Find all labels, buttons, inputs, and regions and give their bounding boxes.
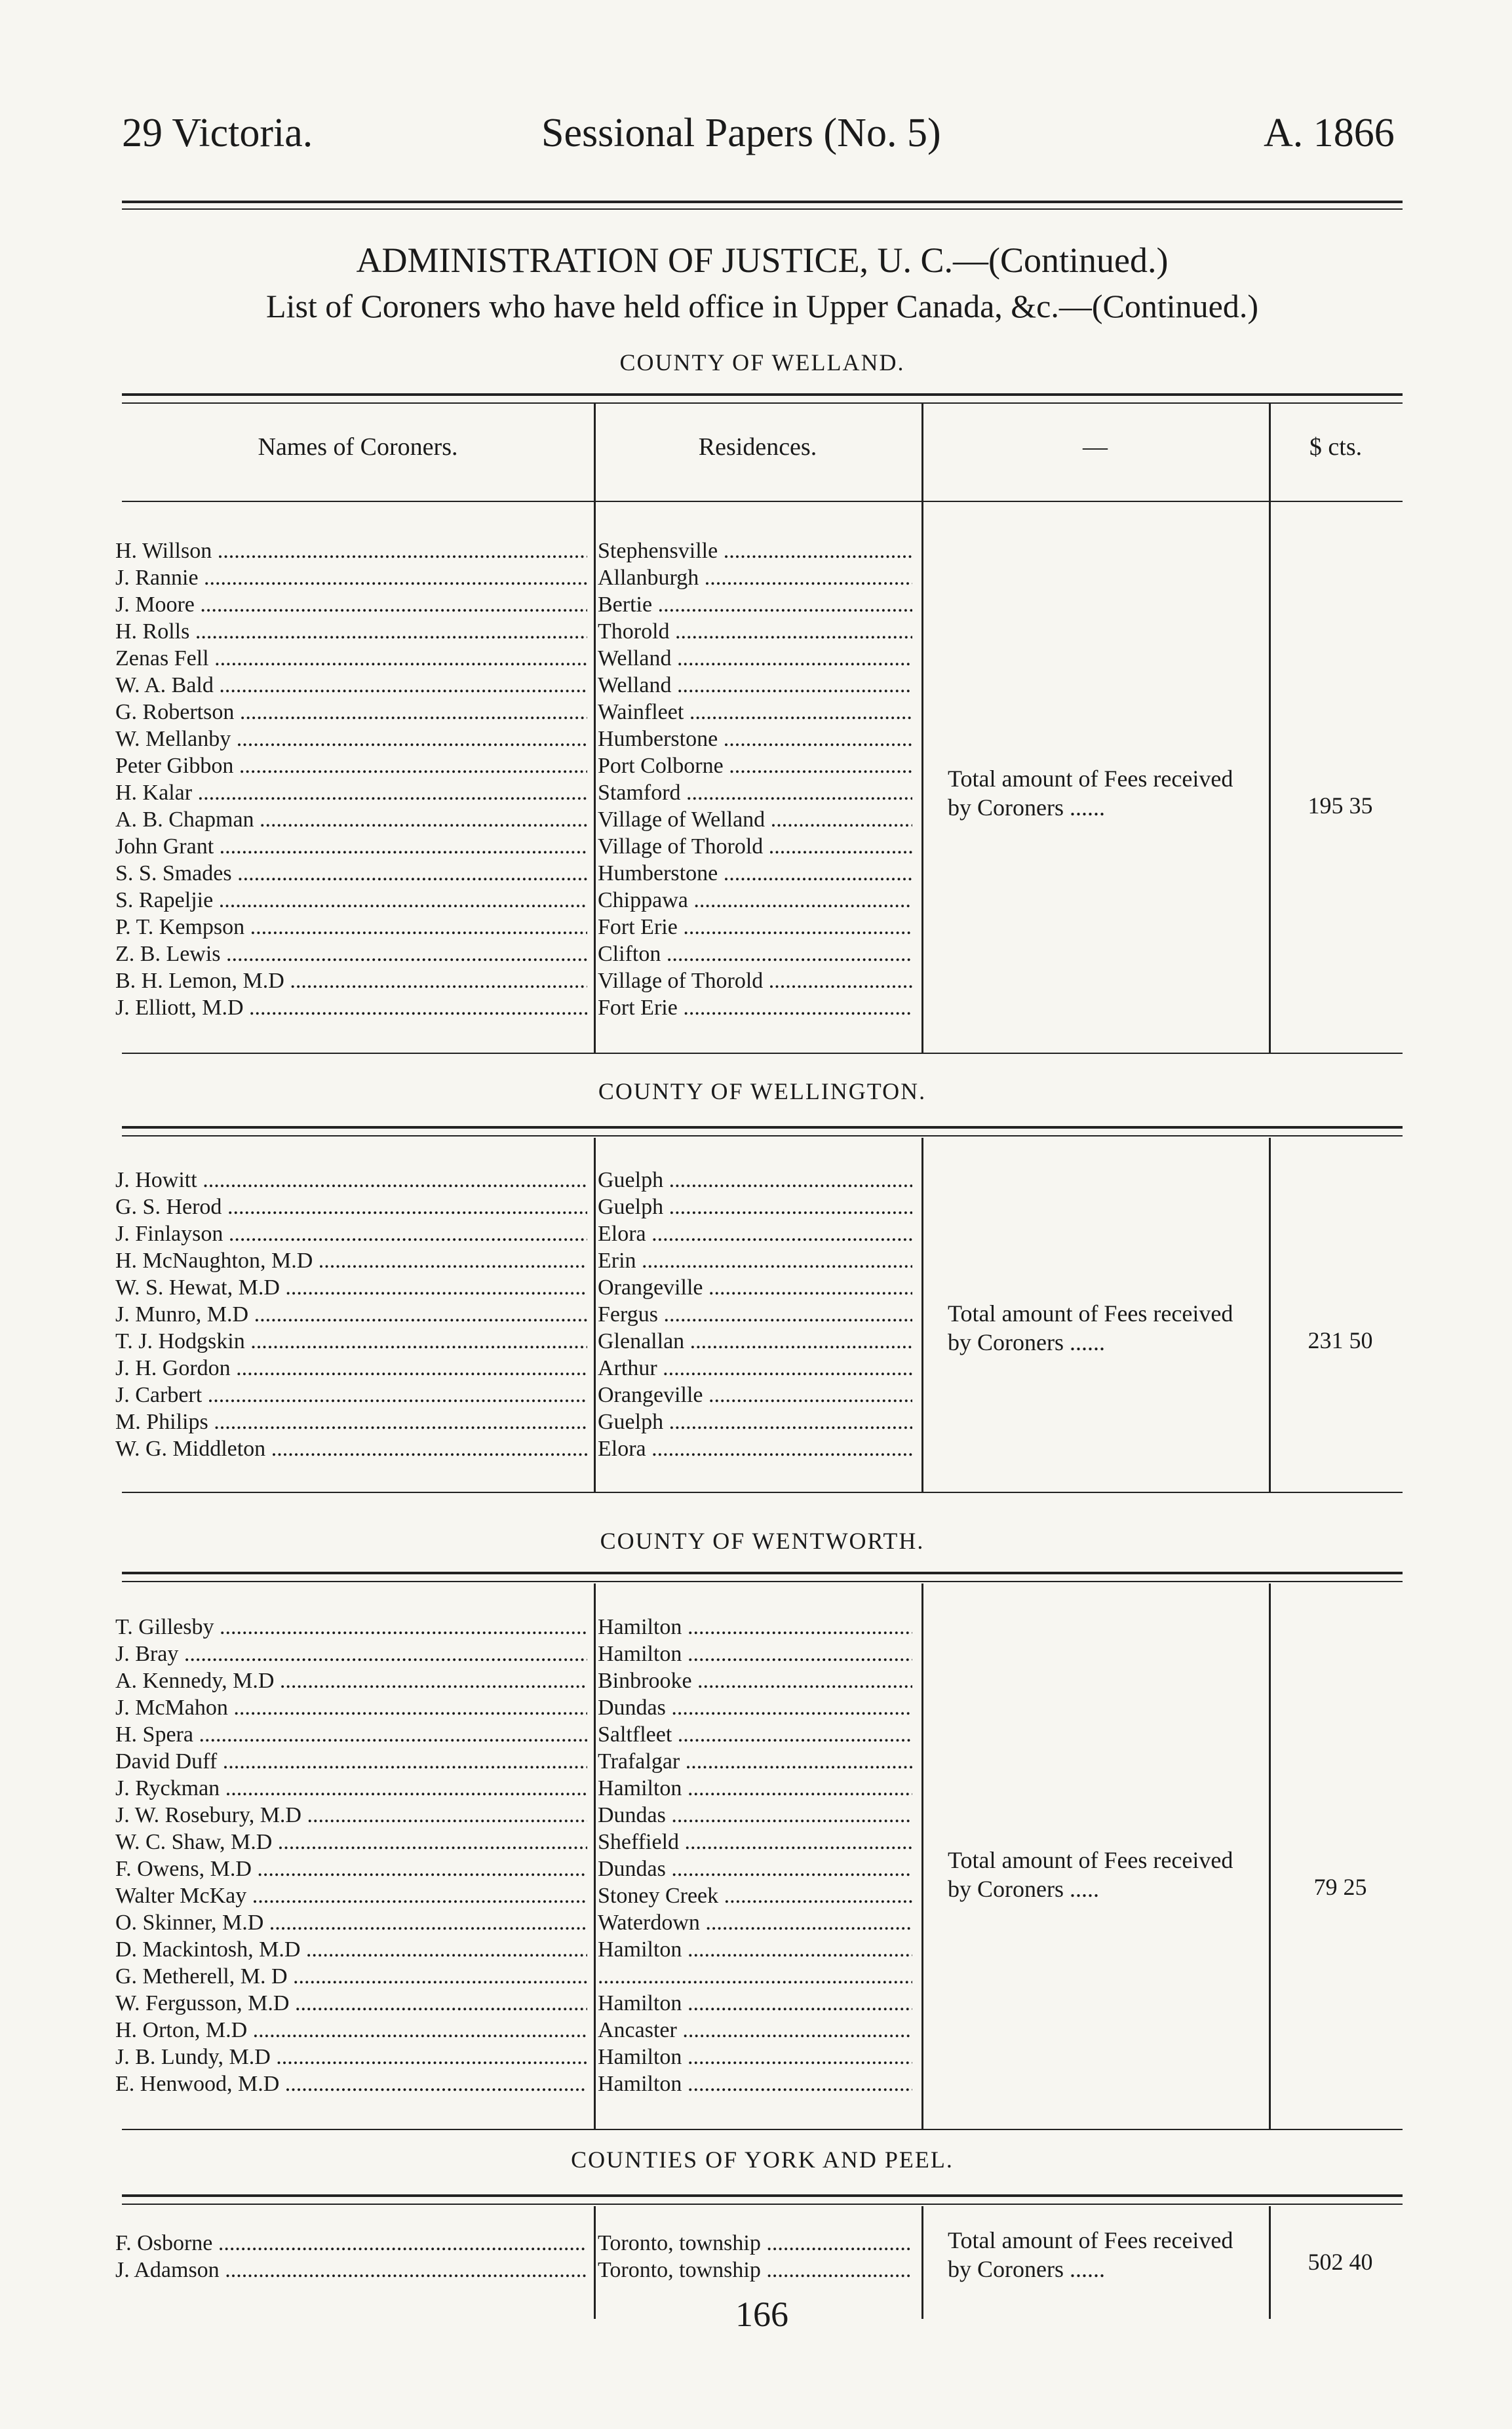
coroner-name-text: J. H. Gordon .....	[115, 1356, 587, 1380]
coroner-residence	[598, 1328, 912, 1355]
coroner-residence	[598, 1694, 912, 1721]
coroner-name-text: J. Ryckman .....	[115, 1776, 587, 1800]
county-label: COUNTY OF WELLAND.	[619, 349, 905, 376]
coroner-name-text: W. A. Bald .....	[115, 673, 587, 697]
coroner-name	[115, 672, 587, 699]
coroner-residence	[598, 1856, 912, 1882]
coroner-name-text: J. Bray .....	[115, 1642, 587, 1666]
coroner-name	[115, 1355, 587, 1382]
coroner-residence-text: Sheffield .....	[598, 1830, 912, 1854]
coroner-residence-text: Village of Thorold .....	[598, 834, 912, 859]
col-header-blank: —	[1083, 433, 1108, 461]
coroner-name	[115, 591, 587, 618]
coroner-residence-text: Fort Erie .....	[598, 996, 912, 1020]
coroner-name-text: F. Osborne .....	[115, 2231, 587, 2255]
coroner-name	[115, 2070, 587, 2097]
coroner-residence	[598, 967, 912, 994]
coroner-name	[115, 1301, 587, 1328]
coroner-name-text: D. Mackintosh, M.D .....	[115, 1937, 587, 1962]
coroner-residence	[598, 941, 912, 967]
header-left: 29 Victoria.	[122, 111, 313, 155]
coroner-name-text: H. Spera .....	[115, 1722, 587, 1747]
coroner-name	[115, 1247, 587, 1274]
coroner-name-text: J. Carbert .....	[115, 1383, 587, 1407]
coroner-residence	[598, 860, 912, 887]
coroner-residence-text: Hamilton .....	[598, 1937, 912, 1962]
coroner-name-text: W. Mellanby .....	[115, 727, 587, 751]
coroner-residence-text: Fort Erie .....	[598, 915, 912, 939]
coroner-residence	[598, 1802, 912, 1829]
coroner-name	[115, 2017, 587, 2044]
coroner-name	[115, 1641, 587, 1667]
coroner-name-text: O. Skinner, M.D .....	[115, 1911, 587, 1935]
coroner-name-text: G. Metherell, M. D .....	[115, 1964, 587, 1989]
coroner-residence-text: Guelph .....	[598, 1168, 912, 1192]
coroner-residence-text: Port Colborne .....	[598, 754, 912, 778]
coroner-name-text: A. B. Chapman .....	[115, 807, 587, 832]
coroner-residence-text: Ancaster .....	[598, 2018, 912, 2042]
coroner-residence	[598, 2230, 912, 2257]
coroner-residence-text: Hamilton .....	[598, 1776, 912, 1800]
coroner-name	[115, 1990, 587, 2017]
coroner-residence-text: Guelph .....	[598, 1410, 912, 1434]
coroner-residence	[598, 1274, 912, 1301]
fees-note: Total amount of Fees received by Coroners ......	[948, 766, 1233, 821]
table-top-rule	[122, 393, 1403, 396]
header-rule-2	[122, 208, 1403, 210]
fees-note: Total amount of Fees received by Coroners .....	[948, 1847, 1233, 1902]
coroner-residence	[598, 833, 912, 860]
coroner-residence-text: Toronto, township .....	[598, 2231, 912, 2255]
coroner-name-text: F. Owens, M.D .....	[115, 1857, 587, 1881]
residences-column	[598, 1614, 912, 2097]
coroner-residence	[598, 1382, 912, 1409]
coroner-name	[115, 1167, 587, 1194]
coroner-name-text: H. Willson .....	[115, 539, 587, 563]
coroner-residence-text: Guelph .....	[598, 1195, 912, 1219]
coroner-name	[115, 726, 587, 752]
col-divider	[1269, 2206, 1271, 2319]
table-top-rule-2	[122, 402, 1403, 404]
coroner-residence-text: Orangeville .....	[598, 1275, 912, 1300]
coroner-residence	[598, 2257, 912, 2283]
coroner-name-text: M. Philips .....	[115, 1410, 587, 1434]
coroner-name-text: J. W. Rosebury, M.D .....	[115, 1803, 587, 1827]
coroner-residence	[598, 1435, 912, 1462]
coroner-name-text: B. H. Lemon, M.D .....	[115, 969, 587, 993]
coroner-name-text: David Duff .....	[115, 1749, 587, 1774]
coroner-residence-text: Saltfleet .....	[598, 1722, 912, 1747]
residences-column	[598, 2230, 912, 2283]
coroner-name	[115, 2044, 587, 2070]
coroner-name-text: H. Orton, M.D .....	[115, 2018, 587, 2042]
coroner-name	[115, 914, 587, 941]
coroner-residence-text: Stoney Creek .....	[598, 1884, 912, 1908]
coroner-name-text: J. Elliott, M.D .....	[115, 996, 587, 1020]
coroner-residence	[598, 1194, 912, 1220]
coroner-name-text: W. Fergusson, M.D .....	[115, 1991, 587, 2015]
coroner-name-text: J. McMahon .....	[115, 1696, 587, 1720]
coroner-residence-text: Bertie .....	[598, 593, 912, 617]
coroner-name	[115, 618, 587, 645]
coroner-residence	[598, 752, 912, 779]
names-column	[115, 1167, 587, 1462]
coroner-name-text: W. S. Hewat, M.D .....	[115, 1275, 587, 1300]
coroner-name-text: W. C. Shaw, M.D .....	[115, 1830, 587, 1854]
coroner-name	[115, 1856, 587, 1882]
coroner-name	[115, 1775, 587, 1802]
coroner-residence	[598, 994, 912, 1021]
coroner-name-text: E. Henwood, M.D .....	[115, 2072, 587, 2096]
fees-note: Total amount of Fees received by Coroners ......	[948, 2227, 1233, 2282]
coroner-residence	[598, 1909, 912, 1936]
coroner-residence	[598, 1667, 912, 1694]
coroner-name	[115, 1748, 587, 1775]
coroner-name	[115, 1382, 587, 1409]
coroner-residence-text: Village of Thorold .....	[598, 969, 912, 993]
coroner-name-text: P. T. Kempson .....	[115, 915, 587, 939]
col-divider	[1269, 404, 1271, 1053]
coroner-residence	[598, 1936, 912, 1963]
coroner-name-text: J. B. Lundy, M.D .....	[115, 2045, 587, 2069]
coroner-name-text: J. Moore .....	[115, 593, 587, 617]
section-rule	[122, 1053, 1403, 1054]
coroner-name	[115, 699, 587, 726]
coroner-residence	[598, 564, 912, 591]
coroner-name	[115, 1409, 587, 1435]
fees-amount: 502 40	[1308, 2249, 1373, 2275]
coroner-residence-text: Village of Welland .....	[598, 807, 912, 832]
coroner-residence	[598, 672, 912, 699]
coroner-residence-text: Allanburgh .....	[598, 566, 912, 590]
coroner-residence	[598, 1748, 912, 1775]
coroner-residence-text: Thorold .....	[598, 619, 912, 644]
coroner-name-text: S. S. Smades .....	[115, 861, 587, 885]
coroner-name-text: J. Howitt .....	[115, 1168, 587, 1192]
coroner-residence-text: Welland .....	[598, 646, 912, 670]
coroner-residence-text: Humberstone .....	[598, 727, 912, 751]
coroner-name-text: A. Kennedy, M.D .....	[115, 1669, 587, 1693]
names-column	[115, 2230, 587, 2283]
coroner-name	[115, 1909, 587, 1936]
coroner-name-text: G. S. Herod .....	[115, 1195, 587, 1219]
coroner-name-text: Peter Gibbon .....	[115, 754, 587, 778]
coroner-residence	[598, 914, 912, 941]
coroner-name	[115, 752, 587, 779]
coroner-name	[115, 645, 587, 672]
page-number: 166	[735, 2295, 788, 2334]
coroner-residence-text: Toronto, township .....	[598, 2258, 912, 2282]
col-divider	[921, 1584, 923, 2129]
coroner-residence-text: Glenallan .....	[598, 1329, 912, 1353]
coroner-name	[115, 1829, 587, 1856]
coroner-name	[115, 1274, 587, 1301]
coroner-name	[115, 994, 587, 1021]
coroner-residence	[598, 1355, 912, 1382]
coroner-residence	[598, 1167, 912, 1194]
col-header-money: $ cts.	[1309, 433, 1363, 461]
coroner-residence-text: Stephensville .....	[598, 539, 912, 563]
coroner-residence	[598, 537, 912, 564]
coroner-name	[115, 1802, 587, 1829]
coroner-residence-text: Binbrooke .....	[598, 1669, 912, 1693]
coroner-residence	[598, 779, 912, 806]
coroner-name-text: Z. B. Lewis .....	[115, 942, 587, 966]
coroner-residence-text: Stamford .....	[598, 781, 912, 805]
coroner-residence-text: Chippawa .....	[598, 888, 912, 912]
coroner-name	[115, 967, 587, 994]
page-subtitle: List of Coroners who have held office in Upper Canada, &c.—(Continued.)	[266, 288, 1258, 324]
coroner-name	[115, 2230, 587, 2257]
coroner-residence-text: Hamilton .....	[598, 1642, 912, 1666]
coroner-name-text: John Grant .....	[115, 834, 587, 859]
coroner-residence	[598, 806, 912, 833]
coroner-name	[115, 1435, 587, 1462]
coroner-name-text: S. Rapeljie .....	[115, 888, 587, 912]
col-divider	[1269, 1584, 1271, 2129]
header-bottom-rule	[122, 501, 1403, 502]
col-divider	[921, 1138, 923, 1492]
coroner-residence	[598, 1829, 912, 1856]
coroner-residence	[598, 591, 912, 618]
coroner-residence-text: Clifton .....	[598, 942, 912, 966]
coroner-residence	[598, 645, 912, 672]
coroner-name-text: Zenas Fell .....	[115, 646, 587, 670]
col-divider	[594, 2206, 596, 2319]
section-top-rule-2	[122, 1581, 1403, 1582]
coroner-residence	[598, 1247, 912, 1274]
page-title: ADMINISTRATION OF JUSTICE, U. C.—(Continued.)	[356, 241, 1169, 280]
coroner-residence	[598, 2070, 912, 2097]
section-top-rule	[122, 1572, 1403, 1574]
col-divider	[594, 1138, 596, 1492]
coroner-name-text: T. J. Hodgskin .....	[115, 1329, 587, 1353]
residences-column	[598, 537, 912, 1021]
coroner-residence	[598, 1301, 912, 1328]
coroner-residence-text: Arthur .....	[598, 1356, 912, 1380]
coroner-name	[115, 1694, 587, 1721]
col-divider	[1269, 1138, 1271, 1492]
coroner-name	[115, 887, 587, 914]
coroner-residence-text: Wainfleet .....	[598, 700, 912, 724]
coroner-name	[115, 564, 587, 591]
coroner-name-text: H. Kalar .....	[115, 781, 587, 805]
coroner-residence	[598, 1990, 912, 2017]
coroner-name	[115, 941, 587, 967]
names-column	[115, 537, 587, 1021]
coroner-residence-text: Hamilton .....	[598, 1991, 912, 2015]
coroner-residence	[598, 1882, 912, 1909]
coroner-residence	[598, 726, 912, 752]
coroner-residence	[598, 887, 912, 914]
coroner-residence-text: Fergus .....	[598, 1302, 912, 1327]
coroner-residence	[598, 1614, 912, 1641]
coroner-residence-text: Welland .....	[598, 673, 912, 697]
header-center: Sessional Papers (No. 5)	[541, 111, 941, 155]
coroner-name	[115, 1936, 587, 1963]
coroner-name-text: G. Robertson .....	[115, 700, 587, 724]
coroner-name-text: J. Munro, M.D .....	[115, 1302, 587, 1327]
coroner-residence	[598, 2017, 912, 2044]
coroner-name	[115, 1328, 587, 1355]
col-divider	[921, 404, 923, 1053]
coroner-name	[115, 1882, 587, 1909]
coroner-name	[115, 1194, 587, 1220]
coroner-name	[115, 833, 587, 860]
coroner-residence	[598, 1963, 912, 1990]
coroner-residence-text: Dundas .....	[598, 1696, 912, 1720]
section-top-rule	[122, 1126, 1403, 1129]
coroner-residence-text: Dundas .....	[598, 1857, 912, 1881]
coroner-residence-text: Hamilton .....	[598, 2072, 912, 2096]
county-label: COUNTIES OF YORK AND PEEL.	[571, 2147, 954, 2173]
fees-amount: 195 35	[1308, 792, 1373, 819]
coroner-name	[115, 806, 587, 833]
coroner-name-text: J. Rannie .....	[115, 566, 587, 590]
coroner-residence-text: Elora .....	[598, 1437, 912, 1461]
coroner-name-text: T. Gillesby .....	[115, 1615, 587, 1639]
coroner-residence	[598, 2044, 912, 2070]
county-label: COUNTY OF WELLINGTON.	[598, 1078, 927, 1104]
coroner-residence	[598, 618, 912, 645]
coroner-residence-text: Erin .....	[598, 1249, 912, 1273]
coroner-residence-text: Dundas .....	[598, 1803, 912, 1827]
coroner-name-text: H. McNaughton, M.D .....	[115, 1249, 587, 1273]
coroner-name	[115, 779, 587, 806]
col-divider	[594, 404, 596, 1053]
col-divider	[921, 2206, 923, 2319]
coroner-name	[115, 1667, 587, 1694]
coroner-residence-text: Hamilton .....	[598, 2045, 912, 2069]
coroner-residence	[598, 699, 912, 726]
fees-amount: 79 25	[1313, 1874, 1367, 1900]
coroner-residence-text: Orangeville .....	[598, 1383, 912, 1407]
coroner-name-text: H. Rolls .....	[115, 619, 587, 644]
coroner-residence	[598, 1641, 912, 1667]
coroner-residence-text: Humberstone .....	[598, 861, 912, 885]
coroner-name	[115, 1963, 587, 1990]
coroner-residence	[598, 1409, 912, 1435]
coroner-name-text: J. Adamson .....	[115, 2258, 587, 2282]
coroner-name-text: J. Finlayson .....	[115, 1222, 587, 1246]
fees-amount: 231 50	[1308, 1327, 1373, 1353]
coroner-residence	[598, 1721, 912, 1748]
section-rule	[122, 2129, 1403, 2130]
coroner-residence-text: Elora .....	[598, 1222, 912, 1246]
coroner-name	[115, 537, 587, 564]
coroner-name	[115, 2257, 587, 2283]
col-header-names: Names of Coroners.	[258, 433, 458, 461]
coroner-residence	[598, 1220, 912, 1247]
coroner-residence-text: Trafalgar .....	[598, 1749, 912, 1774]
coroner-residence	[598, 1775, 912, 1802]
coroner-name	[115, 1220, 587, 1247]
fees-note: Total amount of Fees received by Coroners ......	[948, 1300, 1233, 1355]
names-column	[115, 1614, 587, 2097]
residences-column	[598, 1167, 912, 1462]
col-header-residences: Residences.	[698, 433, 817, 461]
header-rule	[122, 201, 1403, 203]
coroner-name-text: W. G. Middleton .....	[115, 1437, 587, 1461]
section-top-rule-2	[122, 2204, 1403, 2205]
section-rule	[122, 1492, 1403, 1493]
coroner-residence-text: Hamilton .....	[598, 1615, 912, 1639]
coroner-residence-text	[598, 1964, 912, 1989]
col-divider	[594, 1584, 596, 2129]
section-top-rule-2	[122, 1135, 1403, 1137]
coroner-name-text: Walter McKay .....	[115, 1884, 587, 1908]
section-top-rule	[122, 2194, 1403, 2197]
coroner-name	[115, 1614, 587, 1641]
county-label: COUNTY OF WENTWORTH.	[600, 1528, 925, 1554]
coroner-name	[115, 1721, 587, 1748]
coroner-name	[115, 860, 587, 887]
header-right: A. 1866	[1264, 111, 1395, 155]
coroner-residence-text: Waterdown .....	[598, 1911, 912, 1935]
